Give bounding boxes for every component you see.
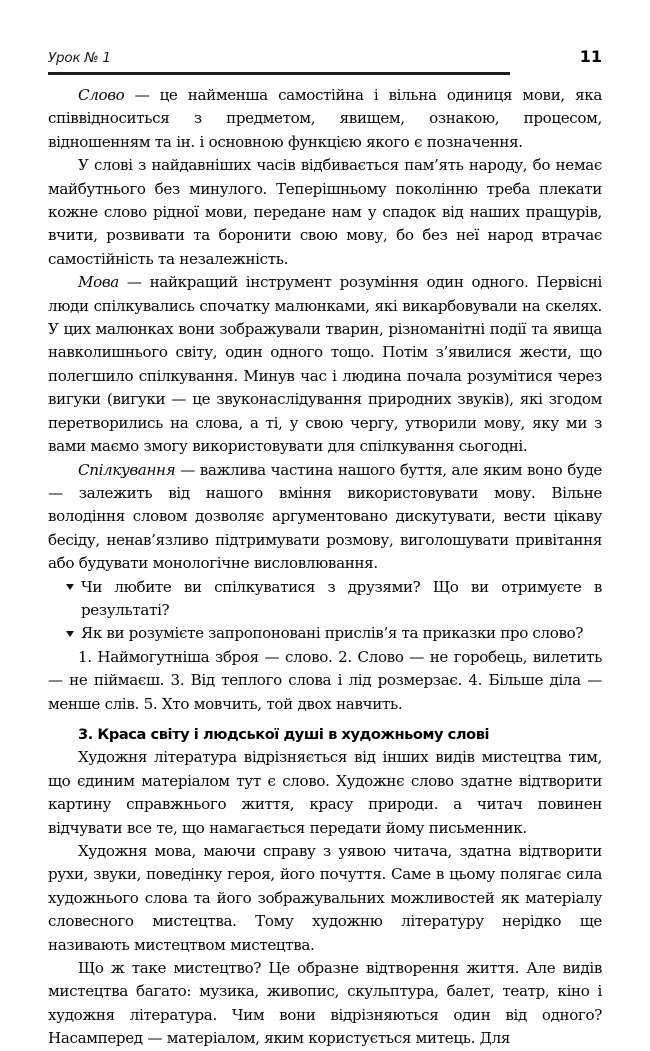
running-head-rule: [48, 72, 510, 75]
paragraph-slovo: [48, 84, 602, 154]
triangle-bullet-icon: [66, 631, 74, 637]
paragraph-spilkuvannya: [48, 459, 602, 576]
heading-spacer: [48, 716, 602, 723]
section-heading: 3. Краса світу і людської душі в художньому слові: [78, 725, 490, 743]
paragraph-mova-text: — найкращий інструмент розуміння один одного. Первісні люди спілкувались спочатку малюнками, які викарбовували на скелях. У цих малюнках вони зображували тварин, різноманітні події та явища навколишнього світу, один одного тощо. Потім з’явилися жести, що полегшило спілкування. Минув час і людина почала розумітися через вигуки (вигуки — це звуконаслідування природних звуків), які згодом перетворились на слова, а ті, у свою чергу, утворили мову, яку ми з вами маємо змогу використовувати для спілкування сьогодні.: [48, 273, 602, 456]
body-text-block: [48, 84, 602, 1051]
list-item: [48, 622, 602, 645]
page-number: 11: [579, 47, 602, 66]
term-mova: Мова: [78, 273, 119, 292]
question-text: Чи любите ви спілкуватися з друзями? Що ви отримуєте в результаті?: [81, 577, 602, 619]
running-head: [48, 47, 602, 78]
running-head-title: Урок № 1: [48, 50, 111, 66]
paragraph-proverbs: 1. Наймогутніша зброя — слово. 2. Слово — не горобець, вилетить — не піймаєш. 3. Від теплого слова і лід розмерзає. 4. Більше діла — менше слів. 5. Хто мовчить, той двох навчить.: [48, 647, 602, 713]
term-slovo: Слово: [78, 86, 125, 104]
term-spilkuvannya: Спілкування: [78, 460, 176, 479]
paragraph-mova: [48, 271, 602, 458]
triangle-bullet-icon: [66, 584, 74, 590]
paragraph-spilkuvannya-text: — важлива частина нашого буття, але яким воно буде — залежить від нашого вміння використовувати мову. Вільне володіння словом дозволяє аргументовано дискутувати, вести цікаву бесіду, ненав’язливо підтримувати розмову, виголошувати привітання або будувати монологічне висловлювання.: [48, 460, 602, 573]
question-list: [48, 576, 602, 646]
paragraph-u-slovi: У слові з найдавніших часів відбивається пам’ять народу, бо немає майбутнього без минулого. Теперішньому поколінню треба плекати кожне слово рідної мови, передане нам у спадок від наших пращурів, вчити, розвивати та боронити свою мову, бо без неї народ втрачає самостійність та незалежність.: [48, 156, 602, 268]
paragraph-slovo-text: — це найменша самостійна і вільна одиниця мови, яка співвідноситься з предметом, явищем, ознакою, процесом, відношенням та ін. і основною функцією якого є позначення.: [48, 86, 602, 151]
list-item: [48, 576, 602, 623]
paragraph-hudozhnya-literatura: Художня література відрізняється від інших видів мистецтва тим, що єдиним матеріалом тут є слово. Художнє слово здатне відтворити картину справжнього життя, красу природи. а читач повинен відчувати все те, що намагається передати йому письменник.: [48, 748, 602, 837]
paragraph-shcho-take-mystetstvo: Що ж таке мистецтво? Це образне відтворення життя. Але видів мистецтва багато: музика, живопис, скульптура, балет, театр, кіно і художня література. Чим вони відрізняються один від одного? Насамперед — матеріалом, яким користується митець. Для: [48, 959, 602, 1048]
question-text: Як ви розумієте запропоновані прислів’я та приказки про слово?: [81, 624, 584, 643]
paragraph-hudozhnya-mova: Художня мова, маючи справу з уявою читача, здатна відтворити рухи, звуки, поведінку героя, його почуття. Саме в цьому полягає сила художнього слова та його зображувальних можливостей як матеріалу словесного мистецтва. Тому художню літературу нерідко ще називають мистецтвом мистецтва.: [48, 842, 602, 954]
